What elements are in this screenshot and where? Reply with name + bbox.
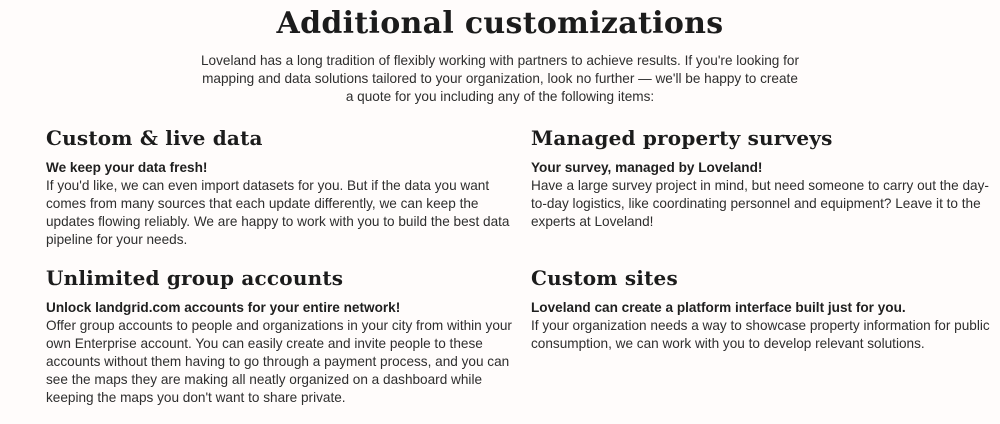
section-custom-sites bbox=[531, 266, 1000, 353]
section-heading: Custom sites bbox=[531, 266, 678, 290]
section-heading: Managed property surveys bbox=[531, 126, 833, 150]
section-subtitle: Unlock landgrid.com accounts for your entire network! bbox=[46, 300, 401, 315]
section-subtitle: Your survey, managed by Loveland! bbox=[531, 160, 763, 175]
section-body: Have a large survey project in mind, but need someone to carry out the day-to-day logistics, like coordinating personnel and equipment? Leave it to the experts at Loveland! bbox=[531, 178, 989, 229]
section-body: Offer group accounts to people and organizations in your city from within your own Enterprise account. You can easily create and invite people to these accounts without them having to go through a payment process, and you can see the maps they are making all neatly organized on a dashboard while keeping the maps you don't want to share private. bbox=[46, 318, 512, 405]
section-subtitle: Loveland can create a platform interface built just for you. bbox=[531, 300, 906, 315]
section-heading: Unlimited group accounts bbox=[46, 266, 344, 290]
intro-paragraph: Loveland has a long tradition of flexibly working with partners to achieve results. If you're looking for mapping and data solutions tailored to your organization, look no further — we'll be happy to create a quote for you including any of the following items: bbox=[200, 53, 800, 104]
section-body: If you'd like, we can even import datasets for you. But if the data you want comes from many sources that each update differently, we can keep the updates flowing reliably. We are happy to work with you to build the best data pipeline for your needs. bbox=[46, 178, 510, 247]
section-custom-live-data bbox=[46, 126, 516, 249]
section-unlimited-group-accounts bbox=[46, 266, 516, 407]
section-managed-property-surveys bbox=[531, 126, 1000, 231]
section-body: If your organization needs a way to showcase property information for public consumption, we can work with you to develop relevant solutions. bbox=[531, 318, 990, 351]
section-heading: Custom & live data bbox=[46, 126, 263, 150]
section-subtitle: We keep your data fresh! bbox=[46, 160, 208, 175]
page-title: Additional customizations bbox=[276, 6, 724, 41]
